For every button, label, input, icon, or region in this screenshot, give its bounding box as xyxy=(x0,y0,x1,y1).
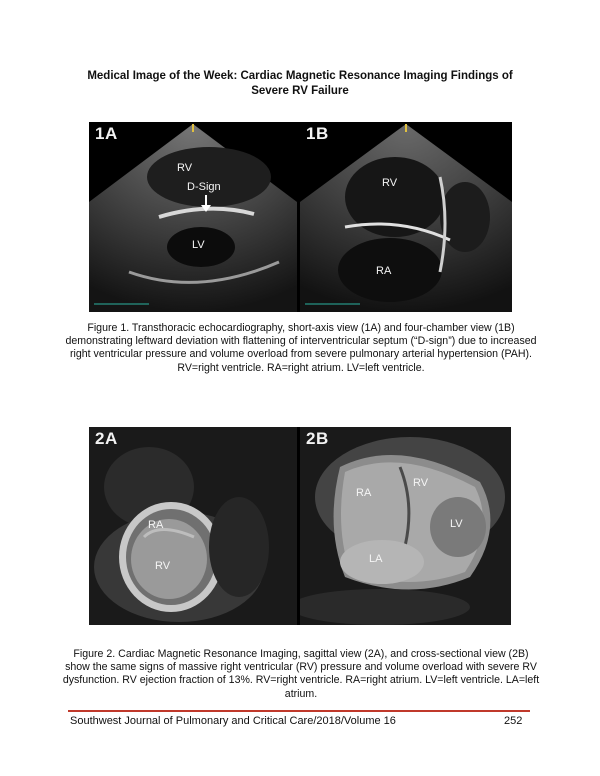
journal-footer: Southwest Journal of Pulmonary and Critical Care/2018/Volume 16 xyxy=(70,715,396,727)
page-number: 252 xyxy=(504,715,523,727)
figure-1a-rv-label: RV xyxy=(177,162,193,174)
figure-1a-label: 1A xyxy=(95,124,118,143)
figure-2-image xyxy=(89,427,511,625)
figure-2b-ra-label: RA xyxy=(356,487,372,499)
dsign-arrow-icon xyxy=(200,195,212,213)
figure-2b-panel xyxy=(300,427,511,625)
figure-1b-rv-label: RV xyxy=(382,177,398,189)
figure-1-caption: Figure 1. Transthoracic echocardiography, short-axis view (1A) and four-chamber view (1B) demonstrating leftward deviation with flattening of interventricular septum (“D-sign”) due to increased right ventricular pressure and volume overload from severe pulmonary arterial hypertension (PAH). RV=right ventricle. RA=right atrium. LV=left ventricle. xyxy=(65,322,537,374)
figure-2b-lv-label: LV xyxy=(450,518,463,530)
figure-1-image xyxy=(89,122,512,312)
figure-2a-rv-label: RV xyxy=(155,560,171,572)
figure-2b-la-label: LA xyxy=(369,553,383,565)
mri-sagittal-image xyxy=(89,427,297,625)
figure-2a-panel xyxy=(89,427,297,625)
mri-cross-sectional-image xyxy=(300,427,511,625)
figure-2a-label: 2A xyxy=(95,429,118,448)
figure-1b-panel xyxy=(300,122,512,312)
figure-2-caption: Figure 2. Cardiac Magnetic Resonance Imaging, sagittal view (2A), and cross-sectional view (2B) show the same signs of massive right ventricular (RV) pressure and volume overload with severe RV dysfunction. RV ejection fraction of 13%. RV=right ventricle. RA=right atrium. LV=left ventricle. LA=left atrium. xyxy=(62,648,540,700)
article-title: Medical Image of the Week: Cardiac Magnetic Resonance Imaging Findings of Severe RV Failure xyxy=(87,70,513,97)
figure-2a-ra-label: RA xyxy=(148,519,164,531)
figure-1a-dsign-label: D-Sign xyxy=(187,181,221,193)
figure-1b-ra-label: RA xyxy=(376,265,392,277)
figure-1b-label: 1B xyxy=(306,124,329,143)
figure-2b-rv-label: RV xyxy=(413,477,429,489)
figure-1a-panel xyxy=(89,122,297,312)
footer-divider xyxy=(68,710,530,712)
echo-four-chamber-image xyxy=(300,122,512,312)
figure-2b-label: 2B xyxy=(306,429,329,448)
figure-1a-lv-label: LV xyxy=(192,239,205,251)
echo-short-axis-image xyxy=(89,122,297,312)
